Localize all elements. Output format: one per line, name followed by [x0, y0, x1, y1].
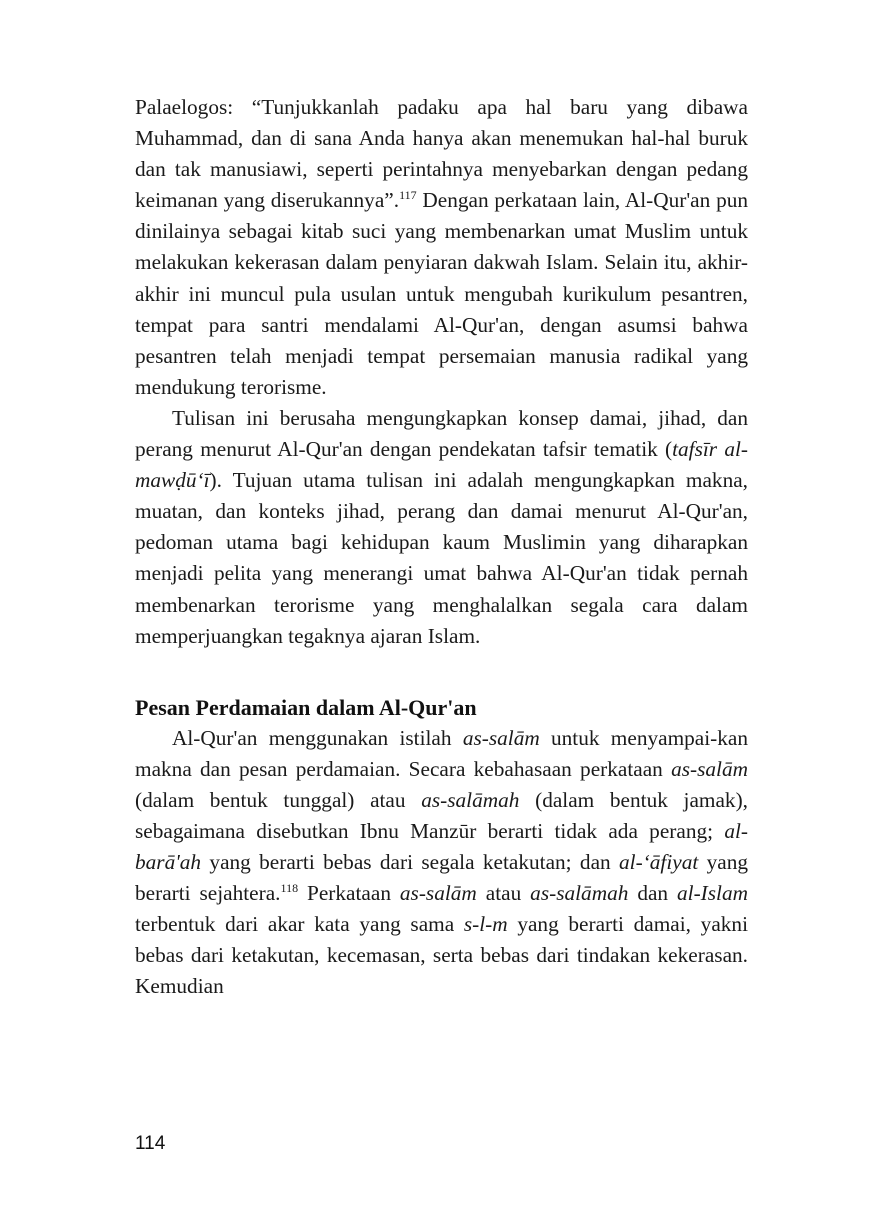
text-span: Tulisan ini berusaha mengungkapkan konsep damai, jihad, dan perang menurut Al-Qur'an dengan pendekatan tafsir tematik ( — [135, 405, 748, 462]
text-span: yang berarti bebas dari segala ketakutan; dan — [201, 850, 620, 875]
italic-term: al-‘āfiyat — [619, 850, 699, 875]
text-span: Dengan perkataan lain, Al-Qur'an pun dinilainya sebagai kitab suci yang membenarkan umat Muslim untuk melakukan kekerasan dalam penyiaran dakwah Islam. Selain itu, akhir-akhir ini muncul pula usulan untuk mengubah kurikulum pesantren, tempat para santri mendalami Al-Qur'an, dengan asumsi bahwa pesantren telah menjadi tempat persemaian manusia radikal yang mendukung terorisme. — [135, 188, 749, 399]
italic-term: as-salāmah — [421, 787, 520, 812]
paragraph-1 — [135, 92, 748, 403]
paragraph-2 — [135, 403, 748, 652]
italic-term: as-salām — [671, 756, 748, 781]
text-span: Perkataan — [298, 881, 400, 906]
italic-term: as-salām — [462, 725, 540, 750]
section-heading: Pesan Perdamaian dalam Al-Qur'an — [135, 694, 477, 720]
text-span: (dalam bentuk jamak), sebagaimana disebutkan Ibnu Manzūr berarti tidak ada perang; — [135, 787, 748, 843]
text-span: Palaelogos: “Tunjukkanlah padaku apa hal baru yang dibawa Muhammad, dan di sana Anda hanya akan menemukan hal-hal buruk dan tak manusiawi, seperti perintahnya menyebarkan dengan pedang keimanan yang diserukannya”. — [135, 95, 748, 213]
paragraph-3 — [135, 723, 748, 1003]
italic-term: as-salāmah — [530, 881, 629, 906]
text-span: Al-Qur'an menggunakan istilah — [172, 725, 463, 750]
text-span: untuk menyampai-kan makna dan pesan perdamaian. Secara kebahasaan perkataan — [135, 725, 748, 781]
text-span: yang berarti damai, yakni bebas dari ketakutan, kecemasan, serta bebas dari tindakan kekerasan. Kemudian — [135, 912, 748, 999]
text-span: dan — [628, 881, 678, 906]
italic-term: al-barā'ah — [135, 818, 748, 875]
text-span: atau — [476, 881, 531, 906]
footnote-ref-117[interactable]: 117 — [399, 188, 417, 203]
body-text — [135, 92, 748, 1003]
text-span: yang berarti sejahtera. — [135, 850, 748, 906]
text-span: ). Tujuan utama tulisan ini adalah mengungkapkan makna, muatan, dan konteks jihad, perang dan damai menurut Al-Qur'an, pedoman utama bagi kehidupan kaum Muslimin yang diharapkan menjadi pelita yang menerangi umat bahwa Al-Qur'an tidak pernah membenarkan terorisme yang menghalalkan segala cara dalam memperjuangkan tegaknya ajaran Islam. — [135, 468, 748, 648]
footnote-ref-118[interactable]: 118 — [280, 881, 299, 896]
page-number: 114 — [135, 1133, 166, 1154]
text-span: (dalam bentuk tunggal) atau — [135, 787, 422, 812]
italic-term: as-salām — [399, 881, 477, 906]
italic-term: s-l-m — [463, 912, 508, 937]
text-span: terbentuk dari akar kata yang sama — [135, 912, 464, 937]
italic-term: tafsīr al-mawḍū‘ī — [135, 437, 748, 493]
italic-term: al-Islam — [677, 881, 748, 906]
